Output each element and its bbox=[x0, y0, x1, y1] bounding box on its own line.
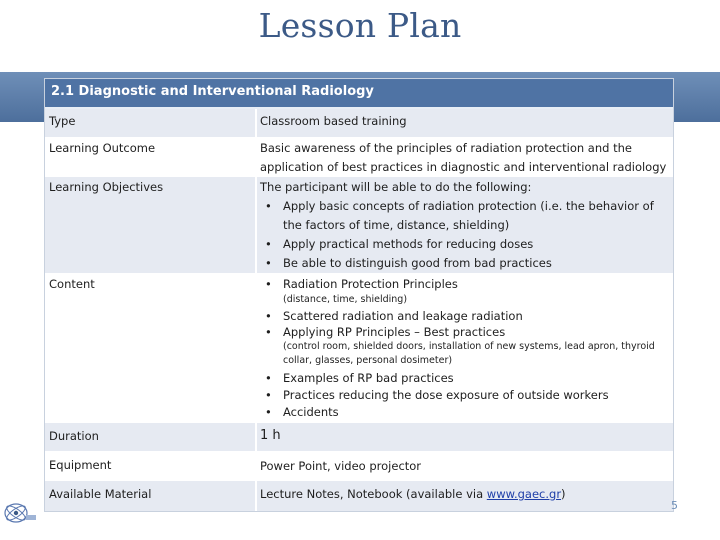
bullet-icon: • bbox=[265, 405, 272, 419]
objectives-intro: The participant will be able to do the following: bbox=[260, 180, 532, 194]
content-item-5: Practices reducing the dose exposure of outside workers bbox=[283, 388, 609, 402]
objectives-label: Learning Objectives bbox=[49, 180, 164, 194]
material-label: Available Material bbox=[49, 487, 152, 501]
bullet-icon: • bbox=[265, 388, 272, 402]
row-available-material bbox=[45, 481, 673, 511]
row-learning-outcome bbox=[45, 137, 673, 177]
content-item-4: Examples of RP bad practices bbox=[283, 371, 454, 385]
bullet-icon: • bbox=[265, 256, 272, 270]
bullet-icon: • bbox=[265, 325, 272, 339]
objective-item-3: Be able to distinguish good from bad practices bbox=[283, 256, 552, 270]
bullet-icon: • bbox=[265, 371, 272, 385]
content-item-6: Accidents bbox=[283, 405, 339, 419]
lesson-plan-table bbox=[44, 78, 674, 512]
duration-value: 1 h bbox=[260, 428, 281, 443]
bullet-icon: • bbox=[265, 199, 272, 213]
objective-item-1-line-2: the factors of time, distance, shielding) bbox=[283, 218, 510, 232]
column-divider bbox=[255, 109, 257, 511]
table-header-title: 2.1 Diagnostic and Interventional Radiology bbox=[51, 84, 374, 99]
material-prefix: Lecture Notes, Notebook (available via bbox=[260, 487, 487, 501]
slide-title: Lesson Plan bbox=[258, 6, 462, 45]
outcome-label: Learning Outcome bbox=[49, 141, 156, 155]
page-number: 5 bbox=[671, 499, 678, 512]
equipment-label: Equipment bbox=[49, 458, 112, 472]
row-equipment bbox=[45, 452, 673, 480]
content-note-2-line-1: (control room, shielded doors, installation of new systems, lead apron, thyroid bbox=[283, 341, 655, 352]
type-label: Type bbox=[49, 114, 76, 128]
content-item-3: Applying RP Principles – Best practices bbox=[283, 325, 506, 339]
bullet-icon: • bbox=[265, 309, 272, 323]
row-duration bbox=[45, 423, 673, 451]
content-note-2-line-2: collar, glasses, personal dosimeter) bbox=[283, 355, 453, 366]
material-suffix: ) bbox=[561, 487, 566, 501]
equipment-value: Power Point, video projector bbox=[260, 459, 422, 473]
content-item-2: Scattered radiation and leakage radiation bbox=[283, 309, 523, 323]
bullet-icon: • bbox=[265, 237, 272, 251]
row-learning-objectives bbox=[45, 177, 673, 273]
objective-item-2: Apply practical methods for reducing doses bbox=[283, 237, 534, 251]
objective-item-1-line-1: Apply basic concepts of radiation protection (i.e. the behavior of bbox=[283, 199, 654, 213]
type-value: Classroom based training bbox=[260, 114, 407, 128]
duration-label: Duration bbox=[49, 429, 99, 443]
row-content bbox=[45, 273, 673, 421]
gaec-logo-icon bbox=[2, 500, 38, 526]
content-note-1: (distance, time, shielding) bbox=[283, 294, 408, 305]
outcome-line-1: Basic awareness of the principles of radiation protection and the bbox=[260, 141, 632, 155]
material-value bbox=[260, 487, 566, 501]
row-type bbox=[45, 109, 673, 137]
content-item-1: Radiation Protection Principles bbox=[283, 277, 458, 291]
content-label: Content bbox=[49, 277, 95, 291]
gaec-link[interactable]: www.gaec.gr bbox=[486, 487, 562, 501]
outcome-line-2: application of best practices in diagnostic and interventional radiology bbox=[260, 160, 667, 174]
table-header bbox=[45, 79, 673, 109]
bullet-icon: • bbox=[265, 277, 272, 291]
